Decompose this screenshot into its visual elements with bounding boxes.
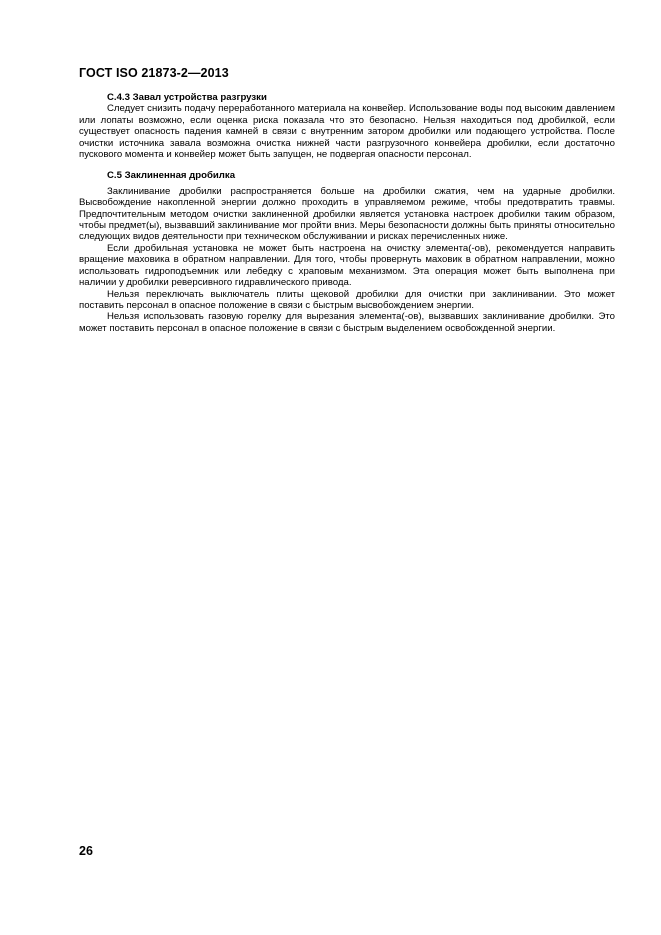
page-number: 26	[79, 844, 93, 858]
section-heading-c5: С.5 Заклиненная дробилка	[107, 170, 236, 182]
paragraph: Если дробильная установка не может быть настроена на очистку элемента(-ов), рекомендуется направить вращение маховика в обратном направлении. Для того, чтобы провернуть маховик в обратном направлении, можно использовать гидроподъемник или лебедку с храповым механизмом. Эта операция может быть выполнена при наличии у дробилки реверсивного гидравлического привода.	[79, 242, 615, 289]
paragraph: Следует снизить подачу переработанного материала на конвейер. Использование воды под высоким давлением или лопаты возможно, если оценка риска показала что это безопасно. Нельзя находиться под дробилкой, если существует опасность падения камней в связи с внутренним затором дробилки или подающего устройства. После очистки источника завала возможна очистка нижней части разгрузочного конвейера дробилки, если достаточно пускового момента и конвейер может быть запущен, не подвергая опасности персонал.	[79, 103, 615, 161]
document-header: ГОСТ ISO 21873-2—2013	[79, 66, 229, 80]
paragraph: Нельзя использовать газовую горелку для вырезания элемента(-ов), вызвавших заклинивание дробилки. Это может поставить персонал в опасное положение в связи с быстрым выделением освобожденной энергии.	[79, 311, 615, 334]
paragraph: Нельзя переключать выключатель плиты щековой дробилки для очистки при заклинивании. Это может поставить персонал в опасное положение в связи с быстрым высвобождением энергии.	[79, 288, 615, 311]
document-body	[79, 92, 615, 334]
section-heading-c43: С.4.3 Завал устройства разгрузки	[107, 92, 267, 103]
paragraph: Заклинивание дробилки распространяется больше на дробилки сжатия, чем на ударные дробилки. Высвобождение накопленной энергии должно проходить в управляемом режиме, чтобы предотвратить травмы. Предпочтительным методом очистки заклиненной дробилки является установка настроек дробилки таким образом, чтобы предмет(ы), вызвавший заклинивание мог пройти вниз. Меры безопасности должны быть приняты относительно следующих видов деятельности при техническом обслуживании и рисках перечисленных ниже.	[79, 185, 615, 243]
